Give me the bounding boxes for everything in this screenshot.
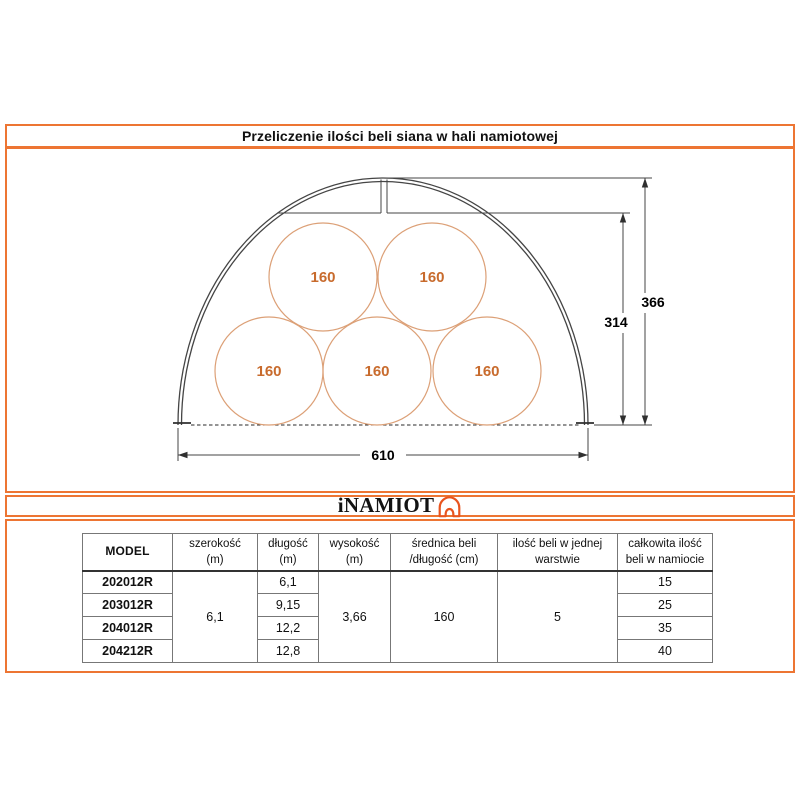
model-cell: 204012R [83, 617, 173, 640]
col-header-wysokosc: wysokość (m) [319, 534, 391, 571]
calkowita-cell: 15 [618, 571, 713, 594]
bale-diameter-label: 160 [310, 269, 336, 286]
col-header-szerokosc: szerokość (m) [173, 534, 258, 571]
srednica-cell: 160 [391, 571, 498, 663]
arrow-down-icon [620, 416, 626, 426]
dlugosc-cell: 12,2 [258, 617, 319, 640]
arch-outer-line [178, 178, 588, 425]
arrow-down-icon [642, 416, 648, 426]
dlugosc-cell: 6,1 [258, 571, 319, 594]
dlugosc-cell: 12,8 [258, 640, 319, 663]
col-header-dlugosc: długość (m) [258, 534, 319, 571]
calkowita-cell: 40 [618, 640, 713, 663]
bale-diameter-label: 160 [419, 269, 445, 286]
calkowita-cell: 25 [618, 594, 713, 617]
wysokosc-cell: 3,66 [319, 571, 391, 663]
dim-inner-height-label: 314 [604, 314, 628, 330]
arrow-right-icon [579, 452, 589, 458]
model-cell: 202012R [83, 571, 173, 594]
dim-width-label: 610 [371, 447, 395, 463]
col-header-srednica: średnica beli /długość (cm) [391, 534, 498, 571]
dim-total-height-label: 366 [641, 294, 665, 310]
title-bar [5, 124, 795, 148]
table-panel [5, 519, 795, 673]
col-header-calkowita: całkowita ilość beli w namiocie [618, 534, 713, 571]
logo-bar [5, 492, 795, 517]
brand-logo-text: iNAMIOT [337, 492, 435, 517]
arrow-up-icon [642, 178, 648, 188]
model-cell: 204212R [83, 640, 173, 663]
arch-inner-line [182, 182, 585, 425]
bale-diameter-label: 160 [256, 363, 282, 380]
table-header-row [83, 534, 713, 571]
diagram-panel [5, 147, 795, 493]
ilosc-warstwa-cell: 5 [498, 571, 618, 663]
tent-icon [437, 495, 462, 518]
szerokosc-cell: 6,1 [173, 571, 258, 663]
model-cell: 203012R [83, 594, 173, 617]
dlugosc-cell: 9,15 [258, 594, 319, 617]
spec-table [82, 533, 713, 663]
col-header-model: MODEL [83, 534, 173, 571]
table-row [83, 571, 713, 594]
arrow-up-icon [620, 213, 626, 223]
page-title: Przeliczenie ilości beli siana w hali namiotowej [241, 128, 558, 144]
arrow-left-icon [178, 452, 188, 458]
bale-diameter-label: 160 [474, 363, 500, 380]
bale-diameter-label: 160 [364, 363, 390, 380]
col-header-ilosc-warstwa: ilość beli w jednej warstwie [498, 534, 618, 571]
calkowita-cell: 35 [618, 617, 713, 640]
tent-cross-section-diagram [7, 149, 793, 491]
